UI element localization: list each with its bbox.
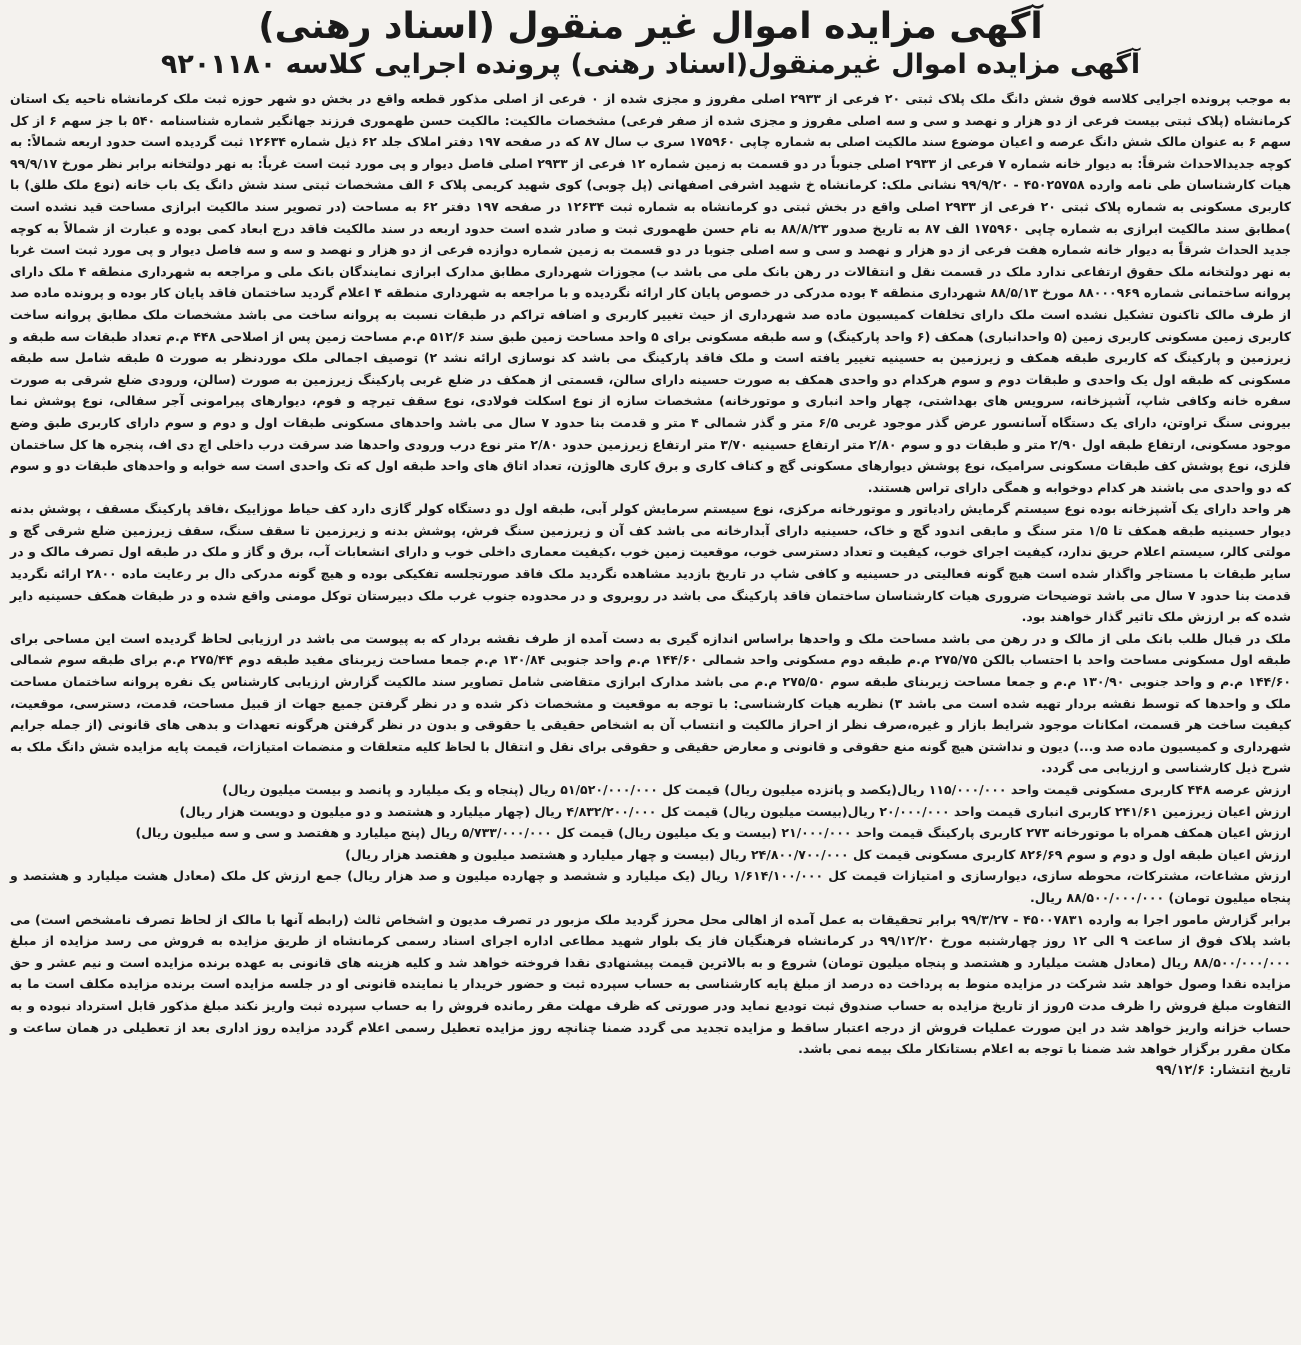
valuation-residential-floors: ارزش اعیان طبقه اول و دوم و سوم ۸۲۶/۶۹ کاربری مسکونی قیمت کل ۲۴/۸۰۰/۷۰۰/۰۰۰ ریال (بیست و چهار میلیارد و هشتصد میلیون و هفتصد هزار ریال) xyxy=(345,846,1291,862)
notice-subtitle: آگهی مزایده اموال غیرمنقول(اسناد رهنی) پرونده اجرایی کلاسه ۹۲۰۱۱۸۰ xyxy=(160,49,1141,80)
paragraph-property-details: به موجب پرونده اجرایی کلاسه فوق شش دانگ ملک پلاک ثبتی ۲۰ فرعی از ۲۹۳۳ اصلی مفروز و مجزی شده از ۰ فرعی از اصلی مذکور قطعه واقع در بخش دو شهر حوزه ثبت ملک کرمانشاه ناحیه یک استان کرمانشاه (پلاک ثبتی بیست فرعی از دو هزار و نهصد و سی و سه اصلی مفروز و مجزی شده از صفر فرعی) مشخصات مالکیت: مالکیت حسن طهموری فرزند جهانگیر شماره شناسنامه ۵۴۰ با جز سهم ۶ از کل سهم ۶ به عنوان مالک شش دانگ عرصه و اعیان موضوع سند مالکیت اصلی به شماره چاپی ۱۷۵۹۶۰ سری ب سال ۸۷ که در صفحه ۱۹۷ دفتر املاک جلد ۶۲ ذیل شماره ۱۲۶۳۴ ثبت گردیده است حدود اربعه شمالاً: به کوچه جدیدالاحداث شرقاً: به دیوار خانه شماره ۷ فرعی از ۲۹۳۳ اصلی جنوباً در دو قسمت به زمین شماره ۱۲ فرعی از ۲۹۳۳ اصلی فاصل دیوار و پی مورد ثبت است غرباً: به نهر دولتخانه برابر نظر مورخ ۹۹/۹/۱۷ هیات کارشناسان طی نامه وارده ۴۵۰۲۵۷۵۸ - ۹۹/۹/۲۰ نشانی ملک: کرمانشاه خ شهید اشرفی اصفهانی (پل چوبی) کوی شهید کریمی پلاک ۶ الف مشخصات ثبتی سند شش دانگ یک باب خانه (نوع ملک طلق) با کاربری مسکونی به شماره پلاک ثبتی ۲۰ فرعی از ۲۹۳۳ اصلی واقع در بخش ثبتی دو کرمانشاه به شماره ثبت ۱۲۶۳۴ در صفحه ۱۹۷ دفتر ۶۲ به مساحت (در تصویر سند مالکیت ابرازی مساحت قید نشده است )مطابق سند مالکیت ابرازی به شماره چاپی ۱۷۵۹۶۰ الف ۸۷ به تاریخ صدور ۸۸/۸/۲۳ به نام حسن طهموری ثبت و صادر شده است حدود اربعه در سند مالکیت فاقد درج ابعاد کمی بوده و عبارت از شمالاً به کوچه جدید الحداث شرقاً به دیوار خانه شماره هفت فرعی از دو هزار و نهصد و سی و سه اصلی جنوبا در دو قسمت به زمین شماره دوازده فرعی از دو هزار و نهصد و سه و سه فاصل دیوار و پی مورد ثبت است غربا به نهر دولتخانه ملک حقوق ارتفاعی ندارد ملک در قسمت نقل و انتقالات در رهن بانک ملی می باشد ب) مجوزات شهرداری مطابق مدارک ابرازی نمایندگان بانک ملی و مراجعه به شهرداری منطقه ۴ ملک دارای پروانه ساختمانی شماره ۸۸۰۰۰۹۶۹ مورخ ۸۸/۵/۱۳ شهرداری منطقه ۴ بوده مدرکی در خصوص پایان کار ارائه نگردیده و با مراجعه به شهرداری منطقه ۴ اعلام گردید ساختمان فاقد پایان کار بوده و پرونده ماده صد از طرف مالک تاکنون تشکیل نشده است ملک دارای تخلفات کمیسیون ماده صد شهرداری از حیث تغییر کاربری و اضافه تراکم در طبقات نسبت به پروانه ساخت می باشد مشخصات ملک مطابق پروانه ساخت کاربری زمین مسکونی کاربری زمین (۵ واحدانباری) همکف (۶ واحد پارکینگ) و سه طبقه مسکونی برای ۵ واحد مساحت زمین طبق سند ۵۱۲/۶ م.م مساحت زمین پس از اصلاحی ۴۴۸ م.م تعداد طبقات سه طبقه و زیرزمین و پارکینگ که کاربری طبقه همکف و زیرزمین به حسینیه تغییر یافته است و ملک فاقد پارکینگ می باشد کد نوسازی ارائه نشد ۲) توصیف اجمالی ملک موردنظر به صورت ۵ طبقه شامل سه طبقه مسکونی که طبقه اول یک واحدی و طبقات دوم و سوم هرکدام دو واحدی همکف به صورت حسینه دارای سالن، قسمتی از همکف در ضلع غربی پارکینگ زیرزمین به صورت (سالن، ورودی ضلع شرقی به صورت سفره خانه وکافی شاپ، آشپزخانه، سرویس های بهداشتی، چهار واحد انباری و موتورخانه) مشخصات سازه از نوع اسکلت فولادی، نوع سقف تیرچه و فوم، دیوارهای پیرامونی آجر سفالی، نوع پوشش نما بیرونی سنگ تراوتن، دارای یک دستگاه آسانسور عرض گذر موجود غربی ۶/۵ متر و گذر شمالی ۴ متر و قدمت بنا حدود ۷ سال می باشد واحدهای مسکونی طبقات اول و دوم و سوم دارای کاربری طبق وضع موجود مسکونی، ارتفاع طبقه اول ۲/۹۰ متر و طبقات دو و سوم ۲/۸۰ متر ارتفاع حسینیه ۳/۷۰ متر ارتفاع زیرزمین حدود ۲/۸۰ متر نوع درب ورودی واحدها ضد سرقت درب داخلی اچ دی اف، پنجره ها کل ساختمان فلزی، نوع پوشش کف طبقات مسکونی سرامیک، نوع پوشش دیوارهای مسکونی گچ و کناف کاری و برق کاری هالوژن، تعداد اتاق های واحد طبقه اول که تک واحدی است سه خوابه و واحدهای طبقات دو و سوم که دو واحدی می باشند هر کدام دوخوابه و همگی دارای تراس هستند. xyxy=(10,91,1292,495)
publish-date: تاریخ انتشار: ۹۹/۱۲/۶ xyxy=(1155,1062,1291,1078)
notice-title: آگهی مزایده اموال غیر منقول (اسناد رهنی) xyxy=(258,6,1043,47)
notice-body xyxy=(10,88,1291,1060)
valuation-land: ارزش عرصه ۴۴۸ کاربری مسکونی قیمت واحد ۱۱۵/۰۰۰/۰۰۰ ریال(یکصد و پانزده میلیون ریال) قیمت کل ۵۱/۵۲۰/۰۰۰/۰۰۰ ریال (پنجاه و یک میلیارد و پانصد و بیست میلیون ریال) xyxy=(222,782,1291,797)
paragraph-expert-opinion: ملک در قبال طلب بانک ملی از مالک و در رهن می باشد مساحت ملک و واحدها براساس اندازه گیری به دست آمده از طرف نقشه بردار که به پیوست می باشد در ارزیابی لحاظ گردیده است این مساحی برای طبقه اول مسکونی مساحت واحد با احتساب بالکن ۲۷۵/۷۵ م.م طبقه دوم مسکونی واحد شمالی ۱۴۴/۶۰ م.م واحد جنوبی ۱۳۰/۸۴ م.م جمعا مساحت زیربنای مفید طبقه دوم ۲۷۵/۴۴ م.م برای طبقه سوم شمالی ۱۴۴/۶۰ م.م و واحد جنوبی ۱۳۰/۹۰ م.م و جمعا مساحت زیربنای طبقه سوم ۲۷۵/۵۰ م.م می باشد مدارک ابرازی متقاضی شامل تصاویر سند مالکیت گزارش ارزیابی کارشناس یک نفره پروانه ساختمان مساحت ملک و واحدها که توسط نقشه بردار تهیه شده است می باشد ۳) نظریه هیات کارشناسی: با توجه به موقعیت و مشخصات ذکر شده و در نظر گرفتن جمیع جهات از قبیل مساحت، قدمت، دسترسی، موقعیت، کیفیت ساخت هر قسمت، امکانات موجود شرایط بازار و غیره،صرف نظر از احراز مالکیت و انتساب آن به اشخاص حقیقی یا حقوقی و بدون در نظر گرفتن هرگونه تعهدات و بدهی های قانونی (از جمله جرایم شهرداری و کمیسیون ماده صد و...) دیون و نداشتن هیچ گونه منع حقوقی و قانونی و معارض حقیقی و حقوقی برای نقل و انتقال با لحاظ کلیه متعلقات و منضمات امتیازات، قیمت پایه مزایده شش دانگ ملک به شرح ذیل کارشناسی و ارزیابی می گردد. xyxy=(10,630,1292,776)
valuation-common-areas: ارزش مشاعات، مشترکات، محوطه سازی، دیوارسازی و امتیازات قیمت کل ۱/۶۱۴/۱۰۰/۰۰۰ ریال (یک میلیارد و ششصد و چهارده میلیون و صد هزار ریال) جمع ارزش کل ملک (معادل هشت میلیارد و هشتصد و پنجاه میلیون تومان) ۸۸/۵۰۰/۰۰۰/۰۰۰ ریال. xyxy=(10,868,1291,905)
paragraph-auction-terms: برابر گزارش مامور اجرا به وارده ۴۵۰۰۷۸۳۱ - ۹۹/۳/۲۷ برابر تحقیقات به عمل آمده از اهالی محل محرز گردید ملک مزبور در تصرف مدیون و اشخاص ثالث (رابطه آنها با مالک از لحاظ تصرف نامشخص است) می باشد پلاک فوق از ساعت ۹ الی ۱۲ روز چهارشنبه مورخ ۹۹/۱۲/۲۰ در کرمانشاه فرهنگیان فاز یک بلوار شهید مطاعی اداره اجرای اسناد رسمی کرمانشاه از طریق مزایده به فروش می رسد مزایده از مبلغ ۸۸/۵۰۰/۰۰۰/۰۰۰ ریال (معادل هشت میلیارد و هشتصد و پنجاه میلیون تومان) شروع و به بالاترین قیمت پیشنهادی نقدا فروخته خواهد شد و کلیه هزینه های قانونی به عهده برنده مزایده است و نیم عشر و حق مزایده نقدا وصول خواهد شد شرکت در مزایده منوط به پرداخت ده درصد از مبلغ پایه کارشناسی به حساب سپرده ثبت و حضور خریدار یا نماینده قانونی او در جلسه مزایده است برنده مزایده مکلف است ما به التفاوت مبلغ فروش را ظرف مدت ۵روز از تاریخ مزایده به حساب صندوق ثبت تودیع نماید ودر صورتی که ظرف مهلت مقر رمانده فروش را به حساب سپرده ثبت واریز نکند مبلغ مذکور قابل استرداد نبوده و به حساب خزانه واریز خواهد شد در این صورت عملیات فروش از درجه اعتبار ساقط و مزایده تجدید می گردد ضمنا چنانچه روز مزایده تعطیل رسمی اعلام گردد مزایده روز اداری بعد از تعطیلی در همان ساعت و مکان مقرر برگزار خواهد شد ضمنا با توجه به اعلام بستانکار ملک بیمه نمی باشد. xyxy=(10,911,1291,1057)
valuation-basement: ارزش اعیان زیرزمین ۲۴۱/۶۱ کاربری انباری قیمت واحد ۲۰/۰۰۰/۰۰۰ ریال(بیست میلیون ریال) قیمت کل ۴/۸۳۲/۲۰۰/۰۰۰ ریال (چهار میلیارد و هشتصد و دو میلیون و دویست هزار ریال) xyxy=(179,803,1291,819)
valuation-ground-floor: ارزش اعیان همکف همراه با موتورخانه ۲۷۳ کاربری پارکینگ قیمت واحد ۲۱/۰۰۰/۰۰۰ (بیست و یک میلیون ریال) قیمت کل ۵/۷۳۳/۰۰۰/۰۰۰ ریال (پنج میلیارد و هفتصد و سی و سه میلیون ریال) xyxy=(135,825,1291,841)
paragraph-building-features: هر واحد دارای یک آشپزخانه بوده نوع سیستم گرمایش رادیاتور و موتورخانه مرکزی، نوع سیستم سرمایش کولر آبی، طبقه اول دو دستگاه کولر گازی دارد کف حیاط موزاییک ،فاقد پارکینگ مسقف ، پوشش بدنه دیوار حسینیه طبقه همکف تا ۱/۵ متر سنگ و مابقی اندود گچ و خاک، حسینیه دارای آبدارخانه می باشد کف آن و زیرزمین سنگ فرش، پوشش بدنه و زیرزمین تا سقف سنگ، سقف زیرزمین ضلع شرقی گچ و مولتی کالر، سیستم اعلام حریق ندارد، کیفیت اجرای خوب، کیفیت و تعداد دسترسی خوب، موقعیت زمین خوب ،کیفیت معماری داخلی خوب و دارای انشعابات آب، برق و گاز و ملک در طبقه اول تصرف مالک و در سایر طبقات با مستاجر واگذار شده است هیچ گونه فعالیتی در حسینیه و کافی شاپ در تاریخ بازدید مشاهده نگردید ملک فاقد صورتجلسه تفکیکی بوده و هیچ گونه مدرکی دال بر رعایت ماده ۲۸۰۰ ارائه نگردید قدمت بنا حدود ۷ سال می باشد توضیحات ضروری هیات کارشناسان ساختمان فاقد پارکینگ می باشد در روبروی و در محدوده جنوب غرب ملک دبیرستان توکل مومنی واقع شده و در طبقات همکف حسینیه دایر شده که بر ارزش ملک تاثیر گذار خواهند بود. xyxy=(10,501,1291,625)
